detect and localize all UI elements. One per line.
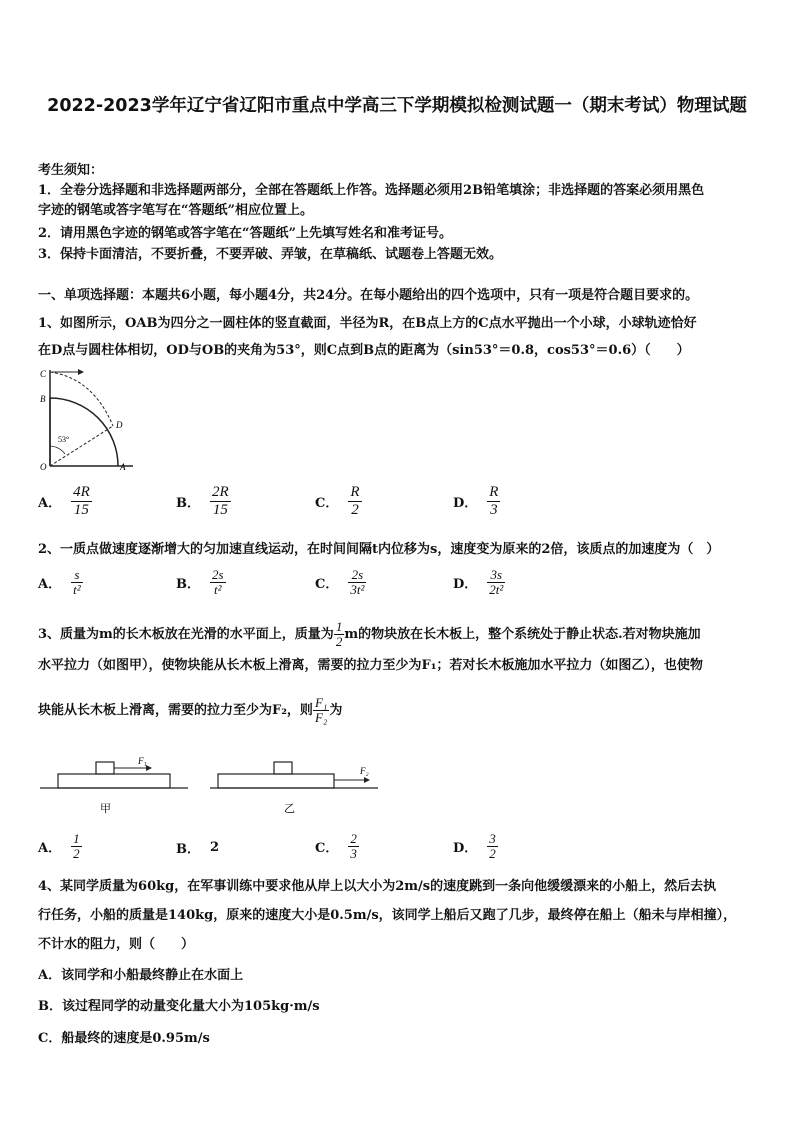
question-4-line: 4、某同学质量为60kg，在军事训练中要求他从岸上以大小为2m/s的速度跳到一条向他缓缓漂来的小船上，然后去执 [38,879,717,894]
q4-option-a[interactable]: A．该同学和小船最终静止在水面上 [38,968,244,983]
notice-item: 3．保持卡面清洁，不要折叠，不要弄破、弄皱，在草稿纸、试题卷上答题无效。 [38,247,503,262]
q1-option-c[interactable]: C． $\frac{R}{2}$ [315,484,360,518]
question-2-text: 2、一质点做速度逐渐增大的匀加速直线运动，在时间间隔t内位移为s，速度变为原来的2倍，该质点的加速度为（ ） [38,542,720,557]
q3-option-c[interactable]: C． $\frac{2}{3}$ [315,831,357,861]
q1-option-b[interactable]: B． $\frac{2R}{15}$ [176,484,229,518]
label-a: A [120,462,126,472]
quarter-cylinder-figure [38,366,138,474]
q4-option-b[interactable]: B．该过程同学的动量变化量大小为105kg·m/s [38,999,320,1014]
notice-item: 字迹的钢笔或答字笔写在“答题纸”相应位置上。 [38,203,313,218]
q4-option-c[interactable]: C．船最终的速度是0.95m/s [38,1031,210,1046]
angle-label: 53° [58,435,70,444]
section-heading: 一、单项选择题：本题共6小题，每小题4分，共24分。在每小题给出的四个选项中，只有一项是符合题目要求的。 [38,288,699,303]
q2-option-b[interactable]: B． $\frac{2s}{\text{t²}}$ [176,567,224,597]
question-1-line: 1、如图所示，OAB为四分之一圆柱体的竖直截面，半径为R，在B点上方的C点水平抛出一个小球，小球轨迹恰好 [38,316,697,331]
notice-item: 1．全卷分选择题和非选择题两部分，全部在答题纸上作答。选择题必须用2B铅笔填涂；非选择题的答案必须用黑色 [38,183,705,198]
question-4-line: 行任务，小船的质量是140kg，原来的速度大小是0.5m/s，该同学上船后又跑了几步，最终停在船上（船未与岸相撞）， [38,908,737,923]
question-3-line: 3、质量为m的长木板放在光滑的水平面上，质量为 $\frac{1}{2}$ m的物块放在长木板上，整个系统处于静止状态.若对物块施加 [38,619,701,649]
question-1-line: 在D点与圆柱体相切，OD与OB的夹角为53°，则C点到B点的距离为（sin53°＝0.8，cos53°＝0.6）（ ） [38,343,690,358]
page-title: 2022-2023学年辽宁省辽阳市重点中学高三下学期模拟检测试题一（期末考试）物理试题 [47,96,747,116]
notice-heading: 考生须知： [38,163,104,178]
label-o: O [40,462,47,472]
question-4-line: 不计水的阻力，则（ ） [38,937,195,952]
board-block-figure [38,752,398,818]
q1-option-d[interactable]: D． $\frac{R}{3}$ [453,484,499,518]
q1-option-a[interactable]: A． $\frac{4R}{15}$ [38,484,90,518]
label-b: B [40,394,46,404]
q3-option-a[interactable]: A． $\frac{1}{2}$ [38,831,80,861]
q3-option-b[interactable]: B． 2 [176,840,220,857]
question-3-line: 块能从长木板上滑离，需要的拉力至少为F₂，则 $\frac{\text{F₁}}{\text{F₂}}$ 为 [38,695,343,725]
force-label-f1: F₁ [138,756,147,766]
label-d: D [116,420,123,430]
force-label-f2: F₂ [360,766,369,776]
question-3-line: 水平拉力（如图甲），使物块能从长木板上滑离，需要的拉力至少为F₁；若对长木板施加水平拉力（如图乙），也使物 [38,658,703,673]
q3-option-d[interactable]: D． $\frac{3}{2}$ [453,831,496,861]
caption-yi: 乙 [284,803,295,815]
q2-option-d[interactable]: D． $\frac{3s}{\text{2t²}}$ [453,567,504,597]
label-c: C [40,369,47,379]
q2-option-c[interactable]: C． $\frac{2s}{\text{3t²}}$ [315,567,365,597]
notice-item: 2．请用黑色字迹的钢笔或答字笔在“答题纸”上先填写姓名和准考证号。 [38,226,453,241]
q2-option-a[interactable]: A． $\frac{s}{\text{t²}}$ [38,567,81,597]
caption-jia: 甲 [100,803,111,815]
